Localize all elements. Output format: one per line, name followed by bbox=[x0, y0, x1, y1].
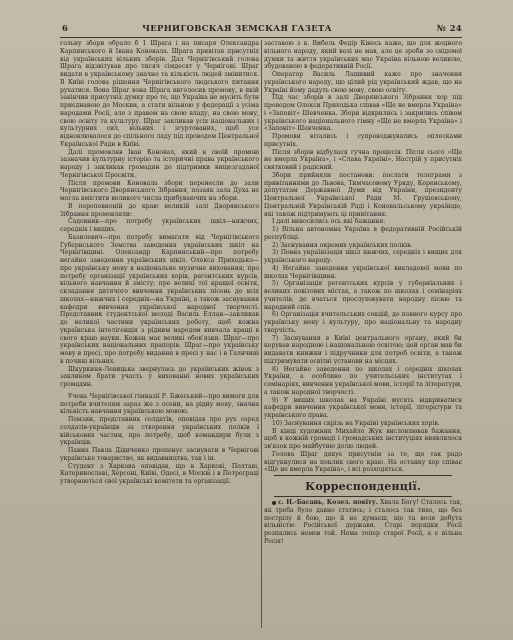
resolution-item: 9) У вищих школах на Україні мусять відкриватися кафедри вивчення української мови, історії, літератури та українського права. bbox=[264, 396, 462, 419]
left-paragraph: Панна Павла Дідиченко пропонує заснувати в Чернігові українське товариство, як видавництва, так і ін. bbox=[60, 447, 259, 462]
correspondence-text: Хвала Богу! Сталось так, як треба було давно статись; і сталось так тихо, що без пострілу й бою, що й не думаєш, що та воля добута вільністю Російської держави. Старі порядки Росії розпались немов той. Нема тепер старої Росії, а є вільна Росія! bbox=[264, 499, 462, 545]
section-rule bbox=[274, 496, 452, 497]
left-paragraph: Садовник—про потребу українських шкіл—нижчих, середніх і вищих. bbox=[60, 218, 259, 233]
right-paragraph: Голова Шраг дякує присутнім за те, що так радо відгукнулися на поклик свого краю. На останку хор співає «Ще не вмерла Україна», і всі розходяться. bbox=[264, 450, 462, 474]
resolution-item: 7) Заснування в Київі центрального органу, який би керував народною і національною освітою; цей орган мав би видавати книжки і підручники для потреб освіти, а також підтримувати освітні установи на місцях. bbox=[264, 334, 462, 365]
correspondence-paragraph bbox=[264, 499, 462, 546]
right-paragraph: Збори прийняли постанови: послати телеграми з привітаннями до Львова, Тимчасовому Уряду, Керенському, депутатам Державної Думи від України, президенту Центральної Української Ради М. Грушевському, Центральній Українській Раді і Коновальському українцю, які також підтримують ці привітання. bbox=[264, 171, 462, 218]
correspondence-dateline bbox=[272, 499, 378, 506]
right-paragraph: Після зборів відбулася гучна процесія. Після сього «Ще не вмерла Україна», і «Слава Україні». Настрій у присутніх святковий і радісний. bbox=[264, 148, 462, 171]
left-paragraph: В переповненій до краю великій залі Дворянського Зібрання промовляли: bbox=[60, 202, 259, 218]
correspondence-heading: Корреспонденції. bbox=[305, 480, 421, 493]
right-paragraph: Оператор Василь Лашивий каже про значення українського народу, що цілий рід український ждав, що на Україні йому дадуть свою мову, свою освіту. bbox=[264, 71, 462, 94]
resolution-item: 2) Заснування окремих українських полків. bbox=[272, 241, 413, 249]
section-rule bbox=[274, 475, 452, 476]
resolution-item: 1) Вільна автономна Україна в федеративній Російській республіці. bbox=[264, 226, 462, 241]
page-header bbox=[60, 24, 462, 36]
bullet-icon bbox=[272, 501, 276, 505]
resolution-item: 5) Організація регентських курсів у губерніальних і великих повітових містах, а також по школах і семінаріях учителів, де вчаться прослуховувати народну пісню та народний спів. bbox=[264, 280, 462, 311]
newspaper-title: ЧЕРНИГОВСКАЯ ЗЕМСКАЯ ГАЗЕТА bbox=[142, 24, 332, 34]
right-paragraph: заставою з в. Вибель Федір Кінесь каже, що для жодного вільного народу, який волі не мав, але це зроби зо свідомої думки та життя українських мас Україна вільною великою, збудованою в федеративній Росії. bbox=[264, 40, 462, 71]
resolution-item: 3) Повна українізація шкіл нижчих, середніх і вищих для українського народу. bbox=[264, 249, 462, 264]
left-paragraph: Далі промовляв Іван Коновал, який в своїй промові зазначив культурну історію та історичні права українського народу і закликав громадян до підтримки вищезгаданої Чернігівської Просвіти. bbox=[60, 148, 259, 179]
left-paragraph: Студент з Харкова оповідав, що в Харкові, Полтаві, Катеринославі, Херсоні, Київі, Одесі, в Москві і в Петрограді утворюються свої українські комітети та організації. bbox=[60, 462, 259, 485]
resolution-item: 6) Організація вчительських секцій, до повного курсу про українську мову і культуру, про національну та народну творчість. bbox=[264, 311, 462, 334]
left-paragraph: Учень Чернігівської гімназії Р. Бжеський—про вимоги для потреби вчителям зараз же з осени, на рідну мову, значна кількість навчання українською мовою. bbox=[60, 392, 259, 416]
right-paragraph: В кінці художник Михайло Жук висловлював бажання, щоб в кожній громаді і громадських інституціях виявлялося зв'язок про майбутню долю людей. bbox=[264, 427, 462, 450]
right-paragraph: Промови вітались і супроводжувались оплесками присутніх. bbox=[264, 133, 462, 148]
left-column bbox=[60, 40, 259, 628]
left-paragraph: Після промови Коновала збори перенесли до зали Чернігівського Дворянського Зібрання, позаяк зала Духа не могла вмістити великого числа прибуваючих на збори. bbox=[60, 179, 259, 202]
header-rule bbox=[60, 37, 462, 38]
issue-number: № 24 bbox=[436, 24, 462, 34]
right-column bbox=[264, 40, 462, 628]
resolution-item: 10) Заснування скрізь на Україні українських хорів. bbox=[272, 419, 440, 427]
left-paragraph: Базилевич—про потребу вимагати від Чернігівського Губернського Земства заведення українських шкіл на Чернігівщині. Олександр Карпинський—про потребу негайно заведення українських шкіл. Олекса Приходько—про українську мову в національне музичне виховання; про потребу організації українських хорів, регентських курсів, вільного навчання й змісту; про великі тої кращої освіти, складання дитячого вивчення українських пісень до всіх школах—нижчих і середніх—на Україні, а також заснування кафедри вивчення української народної творчості. Представник студентської молоді Василь Еллан—закликав до великої частини українських роботу, щоб кожна українська інтелігенція з рідним народом вивчала кращі в свого краю науки. Кожен має великі обов'язки. Шраг—про українських національних прапорів. Шраг—про українську мову в пресі, про потребу видання в пресі у нас і в Галичині в почині вільних. bbox=[60, 233, 259, 365]
left-paragraph: Пемзин, представник солдатів, оповідав про рух серед солдатів-українців за створення українських полків і військових частин, про потребу, щоб командири були з українців. bbox=[60, 416, 259, 447]
column-divider bbox=[261, 40, 262, 628]
left-paragraph: Шкуркиня-Левицька звернулась до українських жінок з закликом брати участь у вихованні нових українських громадян. bbox=[60, 365, 259, 388]
right-paragraph: Під час зборів в залі Дворянського Зібрання хор під проводом Олекси Приходька співав «Ще не вмерла Україна» і «Заповіт» Шевченка. Збори відкрились і закрились співом українського національного гімну «Ще не вмерла Україна» і «Заповіт» Шевченка. bbox=[264, 94, 462, 133]
dateline-text: с. Н.-Басань, Козел. повіту. bbox=[278, 499, 378, 506]
page-number: 6 bbox=[62, 24, 69, 34]
resolution-item: 8) Негайне заведення по школах і середніх школах України, а особливо по учительських інститутах і семінаріях, вивчення української мови, історії та літератури, а також народної творчості. bbox=[264, 365, 462, 396]
left-paragraph: гольну збори обрало б 1 Шрага і на писаря Олександра Карпинського й Івана Коновала. Шрага привітав присутніх від українських вільних зборів. Дал Чернігівський голова Шрага відзвітував про тисяч сімдесят у Чернігові. Шраг видати в українському значно та кількість людей змінитися. В Київі голова рішення Чернігівського людського питання рухатися. Вона Шраг вона Шрага виголосив промову, в якій закінчив присутніх думку про те, що Україна не мусить бути приєднаною до Москви, а стати вільною у федерації з усіма народами Росії, але з правом на свою владу, на свою мову, свою освіту та культуру. Шраг закликав усіх національних і культурних сил, вільних і згуртованих, щоб усе відновлювалося до спільного ладу під проводом Центральної Української Ради в Київі. bbox=[60, 40, 259, 148]
right-paragraph: І далі виносились ось які бажання: bbox=[272, 218, 386, 226]
resolution-item: 4) Негайне заведення української викладової мови по школах Чернігівщини. bbox=[264, 264, 462, 280]
